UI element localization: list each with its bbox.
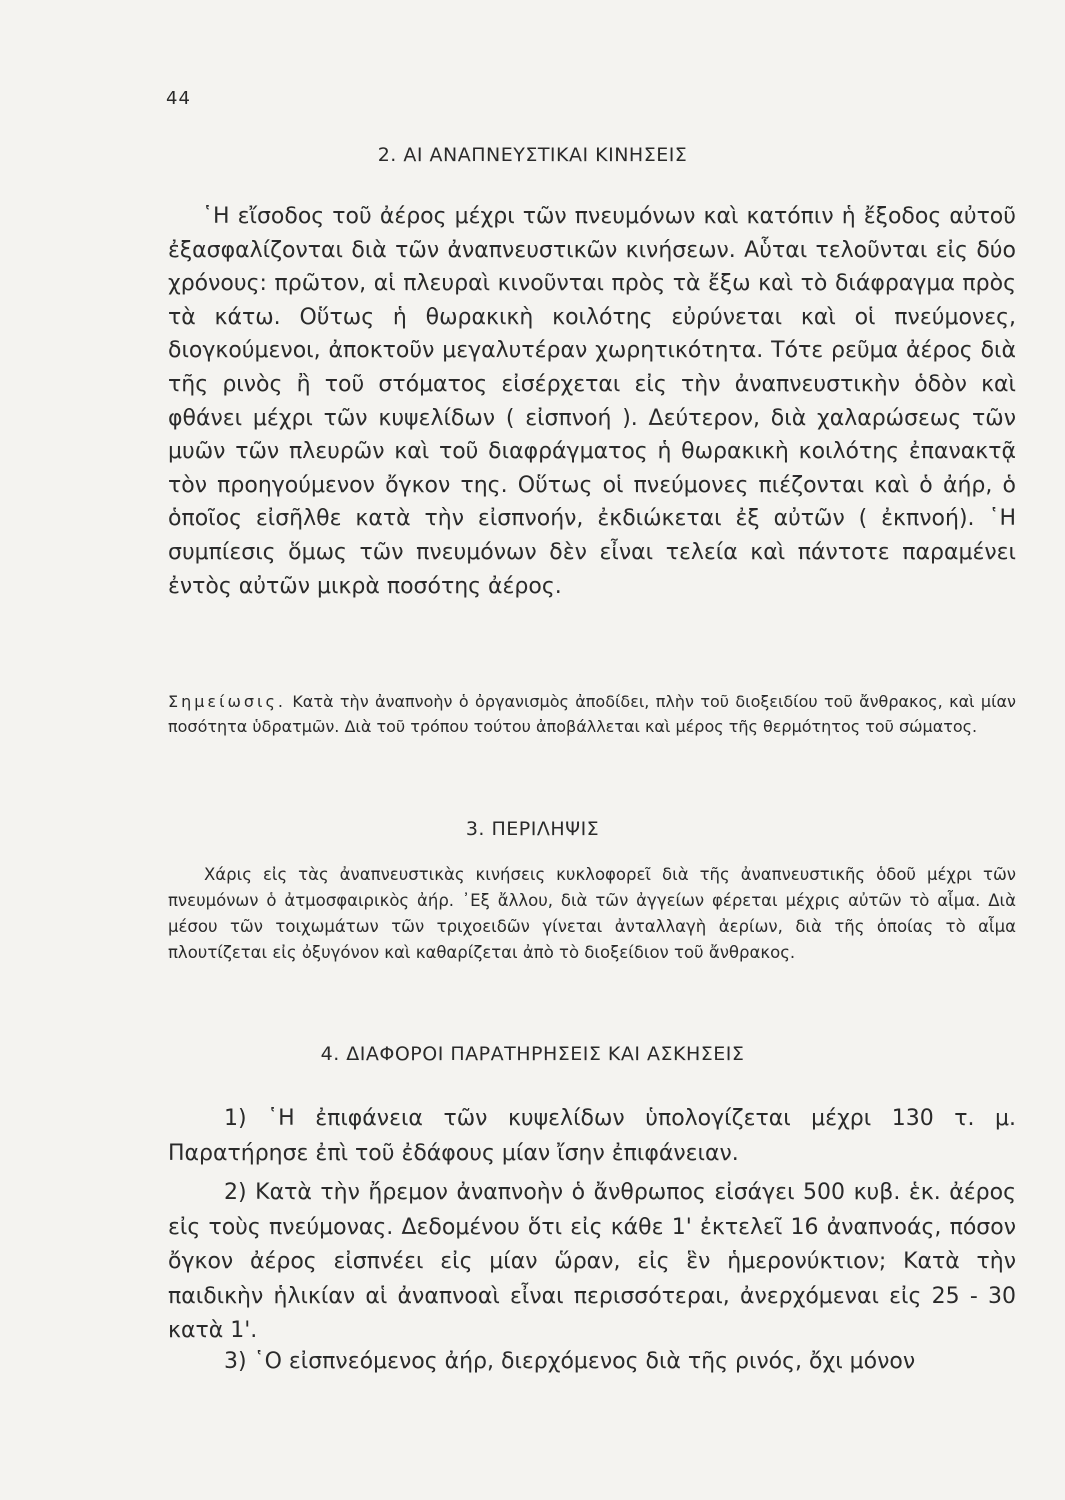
section-2-heading: 2. ΑΙ ΑΝΑΠΝΕΥΣΤΙΚΑΙ ΚΙΝΗΣΕΙΣ xyxy=(377,144,688,166)
exercise-item-1 xyxy=(168,1102,1016,1171)
exercise-number: 2) xyxy=(224,1180,247,1205)
exercise-text: Κατὰ τὴν ἤρεμον ἀναπνοὴν ὁ ἄνθρωπος εἰσάγει 500 κυβ. ἑκ. ἀέρος εἰς τοὺς πνεύμονας. Δεδομένου ὅτι εἰς κάθε 1' ἐκτελεῖ 16 ἀναπνοάς, πόσον ὄγκον ἀέρος εἰσπνέει εἰς μίαν ὥραν, εἰς ἓν ἡμερονύκτιον; Κατὰ τὴν παιδικὴν ἡλικίαν αἱ ἀναπνοαὶ εἶναι περισσότεραι, ἀνερχόμεναι εἰς 25 - 30 κατὰ 1'. xyxy=(168,1180,1016,1343)
note-text: Κατὰ τὴν ἀναπνοὴν ὁ ὀργανισμὸς ἀποδίδει, πλὴν τοῦ διοξειδίου τοῦ ἄνθρακος, καὶ μίαν ποσότητα ὑδρατμῶν. Διὰ τοῦ τρόπου τούτου ἀποβάλλεται καὶ μέρος τῆς θερμότητος τοῦ σώματος. xyxy=(168,692,1016,736)
section-3-heading: 3. ΠΕΡΙΛΗΨΙΣ xyxy=(465,818,600,840)
section-4-heading: 4. ΔΙΑΦΟΡΟΙ ΠΑΡΑΤΗΡΗΣΕΙΣ ΚΑΙ ΑΣΚΗΣΕΙΣ xyxy=(320,1043,745,1065)
exercise-number: 3) xyxy=(224,1349,247,1374)
note-label: Σημείωσις. xyxy=(168,692,286,711)
exercise-text: ῾Η ἐπιφάνεια τῶν κυψελίδων ὑπολογίζεται μέχρι 130 τ. μ. Παρατήρησε ἐπὶ τοῦ ἐδάφους μίαν ἴσην ἐπιφάνειαν. xyxy=(168,1106,1017,1166)
exercise-number: 1) xyxy=(224,1106,247,1131)
page-number: 44 xyxy=(166,88,191,109)
exercise-text: ῾Ο εἰσπνεόμενος ἀήρ, διερχόμενος διὰ τῆς ρινός, ὄχι μόνον xyxy=(253,1349,916,1374)
section-3-paragraph: Χάρις εἰς τὰς ἀναπνευστικὰς κινήσεις κυκλοφορεῖ διὰ τῆς ἀναπνευστικῆς ὁδοῦ μέχρι τῶν πνευμόνων ὁ ἀτμοσφαιρικὸς ἀήρ. ᾿Εξ ἄλλου, διὰ τῶν ἀγγείων φέρεται μέχρις αὐτῶν τὸ αἷμα. Διὰ μέσου τῶν τοιχωμάτων τῶν τριχοειδῶν γίνεται ἀνταλλαγὴ ἀερίων, διὰ τῆς ὁποίας τὸ αἷμα πλουτίζεται εἰς ὀξυγόνον καὶ καθαρίζεται ἀπὸ τὸ διοξείδιον τοῦ ἄνθρακος. xyxy=(168,865,1016,962)
exercise-item-2 xyxy=(168,1176,1016,1349)
exercise-item-3 xyxy=(168,1345,1016,1380)
note-block xyxy=(168,690,1016,739)
section-2-paragraph: ῾Η εἴσοδος τοῦ ἀέρος μέχρι τῶν πνευμόνων καὶ κατόπιν ἡ ἔξοδος αὐτοῦ ἐξασφαλίζονται διὰ τῶν ἀναπνευστικῶν κινήσεων. Αὗται τελοῦνται εἰς δύο χρόνους: πρῶτον, αἱ πλευραὶ κινοῦνται πρὸς τὰ ἔξω καὶ τὸ διάφραγμα πρὸς τὰ κάτω. Οὕτως ἡ θωρακικὴ κοιλότης εὐρύνεται καὶ οἱ πνεύμονες, διογκούμενοι, ἀποκτοῦν μεγαλυτέραν χωρητικότητα. Τότε ρεῦμα ἀέρος διὰ τῆς ρινὸς ἢ τοῦ στόματος εἰσέρχεται εἰς τὴν ἀναπνευστικὴν ὁδὸν καὶ φθάνει μέχρι τῶν κυψελίδων ( εἰσπνοή ). Δεύτερον, διὰ χαλαρώσεως τῶν μυῶν τῶν πλευρῶν καὶ τοῦ διαφράγματος ἡ θωρακικὴ κοιλότης ἐπανακτᾷ τὸν προηγούμενον ὄγκον της. Οὕτως οἱ πνεύμονες πιέζονται καὶ ὁ ἀήρ, ὁ ὁποῖος εἰσῆλθε κατὰ τὴν εἰσπνοήν, ἐκδιώκεται ἐξ αὐτῶν ( ἐκπνοή). ῾Η συμπίεσις ὅμως τῶν πνευμόνων δὲν εἶναι τελεία καὶ πάντοτε παραμένει ἐντὸς αὐτῶν μικρὰ ποσότης ἀέρος. xyxy=(168,204,1016,599)
